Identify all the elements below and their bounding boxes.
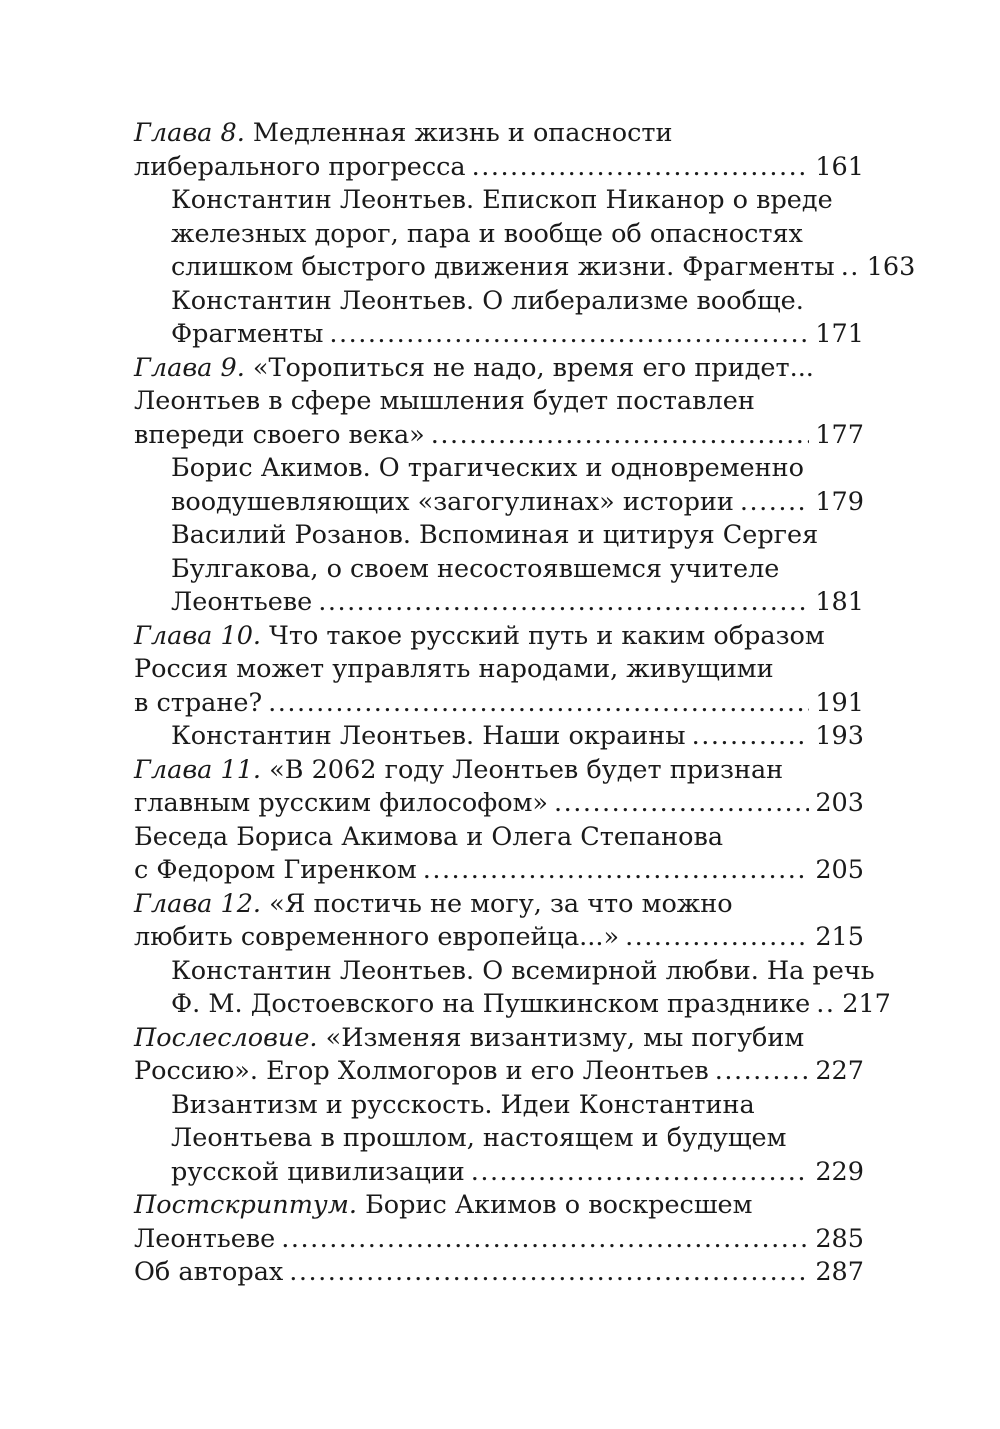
chapter-label: Глава 11. [134, 754, 262, 785]
dot-leader [281, 1223, 809, 1257]
entry-title-end: главным русским философом» [134, 788, 549, 818]
dot-leader [471, 1156, 810, 1190]
page-number: 229 [815, 1156, 864, 1187]
entry-title-end: русской цивилизации [171, 1156, 465, 1187]
dot-leader [692, 720, 810, 754]
toc-line-last [134, 854, 864, 888]
toc-line [134, 888, 864, 922]
toc-entry-subsection[interactable] [134, 184, 916, 285]
entry-title-end: с Федором Гиренком [134, 855, 417, 885]
entry-title-end: впереди своего века» [134, 419, 425, 450]
dot-leader [625, 921, 809, 955]
entry-title: Что такое русский путь и каким образом [269, 620, 825, 651]
entry-title-end: Об авторах [134, 1257, 284, 1287]
toc-line: Леонтьев в сфере мышления будет поставлен [134, 386, 755, 416]
page-number: 191 [815, 687, 864, 718]
chapter-label: Глава 10. [134, 620, 262, 651]
dot-leader [431, 419, 810, 453]
entry-title-end: Леонтьеве [134, 1223, 276, 1254]
chapter-label: Постскриптум. [134, 1190, 357, 1220]
entry-title-end: Константин Леонтьев. Наши окраины [171, 721, 686, 751]
toc-line [134, 117, 864, 151]
chapter-label: Глава 12. [134, 888, 262, 919]
toc-entry-subsection[interactable] [134, 1089, 864, 1190]
entry-title-end: слишком быстрого движения жизни. Фрагменты [171, 252, 835, 282]
toc-entry-subsection[interactable] [134, 285, 864, 352]
entry-title-end: Фрагменты [171, 319, 324, 349]
toc-line: Константин Леонтьев. О либерализме вообще. [171, 285, 804, 316]
dot-leader [289, 1256, 809, 1290]
toc-entry-subsection[interactable] [134, 720, 864, 754]
toc-line-last [134, 921, 864, 955]
toc-line-last [134, 1256, 864, 1290]
toc-line-last [171, 988, 891, 1022]
toc-entry-chapter-9[interactable] [134, 352, 864, 453]
page-number: 203 [815, 788, 864, 818]
dot-leader [841, 251, 861, 285]
toc-line-last [171, 720, 864, 754]
dot-leader [816, 988, 836, 1022]
entry-title: «Торопиться не надо, время его придет... [252, 352, 814, 383]
toc-entry-postscript[interactable] [134, 1189, 864, 1256]
toc-line: Василий Розанов. Вспоминая и цитируя Сергея [171, 520, 819, 550]
toc-line [134, 620, 864, 654]
toc-line: Константин Леонтьев. Епископ Никанор о вреде [171, 185, 833, 215]
toc-entry-about-authors[interactable] [134, 1256, 864, 1290]
toc-entry-subsection[interactable] [134, 955, 891, 1022]
toc-line-last [134, 151, 864, 185]
page-number: 181 [815, 587, 864, 617]
table-of-contents [134, 117, 916, 1290]
toc-entry-subsection[interactable] [134, 452, 864, 519]
page-number: 285 [815, 1223, 864, 1254]
entry-title-end: любить современного европейца...» [134, 922, 620, 952]
toc-line-last [134, 419, 864, 453]
toc-line: Константин Леонтьев. О всемирной любви. На речь [171, 955, 875, 986]
toc-entry-afterword[interactable] [134, 1022, 864, 1089]
entry-title-end: в стране? [134, 687, 263, 718]
page-number: 227 [815, 1056, 864, 1086]
toc-line [134, 1022, 864, 1056]
entry-title-end: воодушевляющих «загогулинах» истории [171, 486, 734, 517]
toc-entry-chapter-11[interactable] [134, 754, 864, 821]
page-number: 287 [815, 1257, 864, 1287]
dot-leader [268, 687, 809, 721]
toc-entry-chapter-8[interactable] [134, 117, 864, 184]
toc-line: Беседа Бориса Акимова и Олега Степанова [134, 821, 724, 852]
toc-line-last [171, 318, 864, 352]
toc-line: железных дорог, пара и вообще об опасностях [171, 218, 803, 249]
chapter-label: Глава 8. [134, 118, 245, 148]
toc-entry-chapter-12[interactable] [134, 888, 864, 955]
page-number: 171 [815, 319, 864, 349]
toc-line [134, 754, 864, 788]
toc-entry-subsection[interactable] [134, 519, 864, 620]
page-number: 193 [815, 721, 864, 751]
dot-leader [715, 1055, 810, 1089]
toc-line [134, 1189, 864, 1223]
toc-entry-conversation[interactable] [134, 821, 864, 888]
toc-entry-chapter-10[interactable] [134, 620, 864, 721]
dot-leader [472, 151, 810, 185]
toc-line-last [134, 687, 864, 721]
toc-line: Леонтьева в прошлом, настоящем и будущем [171, 1123, 787, 1153]
entry-title: «В 2062 году Леонтьев будет признан [269, 754, 784, 785]
entry-title-end: Ф. М. Достоевского на Пушкинском празднике [171, 989, 811, 1019]
toc-line: Борис Акимов. О трагических и одновременно [171, 453, 804, 483]
entry-title-end: либерального прогресса [134, 151, 466, 182]
dot-leader [318, 586, 809, 620]
toc-line-last [134, 1055, 864, 1089]
toc-line [134, 352, 864, 386]
page-number: 177 [815, 419, 864, 450]
entry-title-end: Россию». Егор Холмогоров и его Леонтьев [134, 1056, 709, 1086]
entry-title: «Я постичь не могу, за что можно [269, 888, 733, 919]
page-number: 179 [815, 486, 864, 517]
page-number: 163 [866, 252, 916, 282]
dot-leader [423, 854, 810, 888]
toc-line: Булгакова, о своем несостоявшемся учителе [171, 553, 780, 584]
toc-line-last [171, 1156, 864, 1190]
toc-line-last [134, 787, 864, 821]
entry-title: «Изменяя византизму, мы погубим [325, 1022, 805, 1053]
entry-title: Медленная жизнь и опасности [252, 118, 673, 148]
dot-leader [329, 318, 809, 352]
chapter-label: Глава 9. [134, 352, 245, 383]
page-number: 215 [815, 922, 864, 952]
toc-line: Византизм и русскость. Идеи Константина [171, 1089, 755, 1120]
toc-line-last [171, 251, 916, 285]
page-number: 205 [815, 855, 864, 885]
entry-title-end: Леонтьеве [171, 587, 313, 617]
dot-leader [740, 486, 809, 520]
chapter-label: Послесловие. [134, 1022, 318, 1053]
toc-line-last [171, 486, 864, 520]
page-number: 161 [815, 151, 864, 182]
page-number: 217 [842, 989, 891, 1019]
dot-leader [554, 787, 809, 821]
entry-title: Борис Акимов о воскресшем [365, 1190, 753, 1220]
toc-line-last [171, 586, 864, 620]
toc-line-last [134, 1223, 864, 1257]
toc-line: Россия может управлять народами, живущими [134, 654, 774, 684]
